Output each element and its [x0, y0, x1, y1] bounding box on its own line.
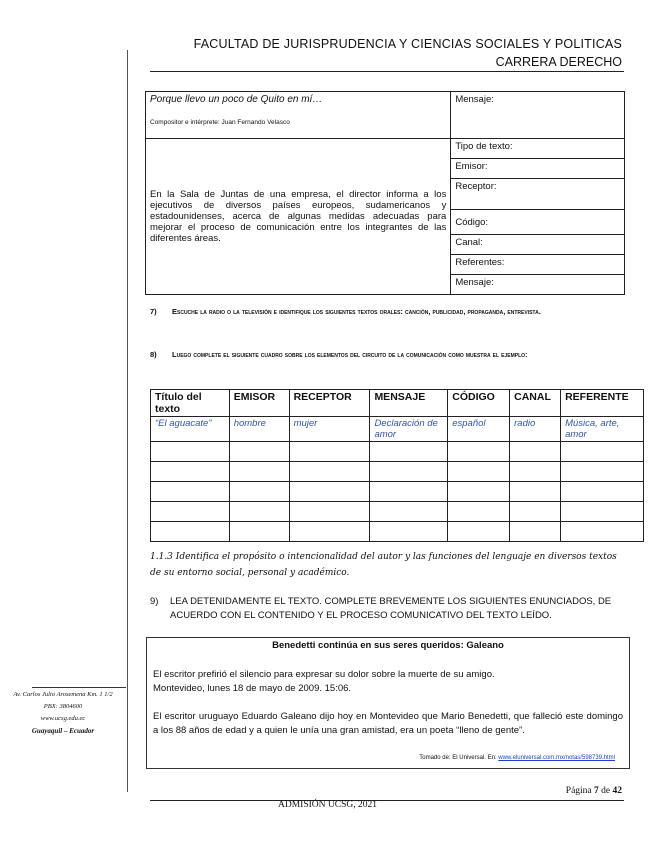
table-row[interactable]: [151, 462, 644, 482]
col-header-canal: CANAL: [510, 390, 561, 417]
col-header-receptor: RECEPTOR: [289, 390, 370, 417]
example-mensaje: Declaración de amor: [370, 417, 448, 442]
example-referente: Música, arte, amor: [561, 417, 644, 442]
page-label: Página: [565, 786, 592, 796]
margin-rule: [127, 50, 128, 792]
article-lead: El escritor prefirió el silencio para expresar su dolor sobre la muerte de su amigo.: [153, 669, 495, 680]
col-header-referente: REFERENTE: [561, 390, 644, 417]
header-divider: [150, 71, 624, 72]
article-title: Benedetti continúa en sus seres queridos: Galeano: [272, 640, 504, 651]
col-header-codigo: CÓDIGO: [448, 390, 510, 417]
field-referentes: Referentes:: [451, 255, 625, 275]
page-total: 42: [612, 786, 622, 796]
field-codigo: Código:: [451, 210, 625, 235]
col-header-mensaje: MENSAJE: [370, 390, 448, 417]
sidebar-website: www.ucsg.edu.ec: [40, 715, 86, 722]
page-of: de: [601, 786, 611, 796]
col-header-emisor: EMISOR: [229, 390, 289, 417]
sidebar-address: Av. Carlos Julio Arosemena Km. 1 1/2: [13, 691, 113, 698]
instruction-7: [150, 305, 622, 318]
field-receptor: Receptor:: [451, 179, 625, 210]
instruction-9-number: 9): [150, 596, 159, 607]
song-cell: [146, 92, 451, 139]
instruction-7-number: 7): [150, 307, 157, 316]
instruction-9: [150, 595, 622, 623]
table-row[interactable]: [151, 522, 644, 542]
scenario-paragraph: En la Sala de Juntas de una empresa, el director informa a los ejecutivos de diversos países europeos, sudamericanos y estadounidenses, acerca de algunas medidas adecuadas para mejorar el proceso de comunicación entre los integrantes de las diferentes áreas.: [146, 139, 451, 295]
field-canal: Canal:: [451, 235, 625, 255]
sidebar-divider: [32, 687, 126, 688]
field-tipo-texto: Tipo de texto:: [451, 139, 625, 159]
example-receptor: mujer: [289, 417, 370, 442]
article-paragraph: El escritor uruguayo Eduardo Galeano dijo hoy en Montevideo que Mario Benedetti, que falleció este domingo a los 88 años de edad y a quien le unía una gran amistad, era un poeta “lleno de gente”.: [153, 711, 623, 736]
section-1-1-3-heading: 1.1.3 Identifica el propósito o intencionalidad del autor y las funciones del lenguaje en diversos textos de su entorno social, personal y académico.: [150, 552, 617, 578]
composer-credit: Compositor e intérprete: Juan Fernando Velasco: [150, 119, 290, 126]
instruction-8-number: 8): [150, 350, 157, 359]
field-emisor: Emisor:: [451, 159, 625, 179]
page-current: 7: [594, 786, 599, 796]
song-title: Porque llevo un poco de Quito en mí…: [150, 94, 323, 105]
table-row[interactable]: [151, 442, 644, 462]
col-header-titulo: Título del texto: [151, 390, 230, 417]
page-number: [480, 786, 622, 796]
instruction-7-text: Escuche la radio o la televisión e identifique los siguientes textos orales: canción, publicidad, propaganda, entrevista.: [172, 307, 541, 316]
example-emisor: hombre: [229, 417, 289, 442]
source-prefix: Tomado de: El Universal. En:: [419, 755, 497, 761]
sidebar-city: Guayaquil – Ecuador: [31, 727, 95, 735]
instruction-8-text: Luego complete el siguiente cuadro sobre los elementos del circuito de la comunicación como muestra el ejemplo:: [172, 350, 528, 359]
career-header: CARRERA DERECHO: [495, 55, 622, 69]
song-analysis-table: [145, 91, 625, 295]
table-row[interactable]: [151, 502, 644, 522]
article-source: [419, 755, 615, 761]
example-titulo: “El aguacate”: [151, 417, 230, 442]
source-link[interactable]: www.eluniversal.com.mx/notas/598739.html: [498, 755, 615, 761]
mensaje-cell: Mensaje:: [451, 92, 625, 139]
sidebar-phone: PBX: 3804600: [43, 703, 83, 710]
faculty-header: FACULTAD DE JURISPRUDENCIA Y CIENCIAS SOCIALES Y POLITICAS: [193, 37, 622, 51]
instruction-9-text: LEA DETENIDAMENTE EL TEXTO. COMPLETE BREVEMENTE LOS SIGUIENTES ENUNCIADOS, DE ACUERDO CON EL CONTENIDO Y EL PROCESO COMUNICATIVO DEL TEXTO LEÍDO.: [170, 596, 612, 621]
instruction-8: [150, 348, 622, 361]
example-canal: radio: [510, 417, 561, 442]
article-dateline: Montevideo, lunes 18 de mayo de 2009. 15:06.: [153, 683, 352, 694]
footer-admision: ADMISIÓN UCSG, 2021: [278, 800, 377, 810]
table-header-row: [151, 390, 644, 417]
article-box: [146, 637, 630, 769]
example-codigo: español: [448, 417, 510, 442]
table-row[interactable]: [151, 482, 644, 502]
field-mensaje: Mensaje:: [451, 275, 625, 295]
example-row: [151, 417, 644, 442]
communication-elements-table: [150, 389, 644, 542]
